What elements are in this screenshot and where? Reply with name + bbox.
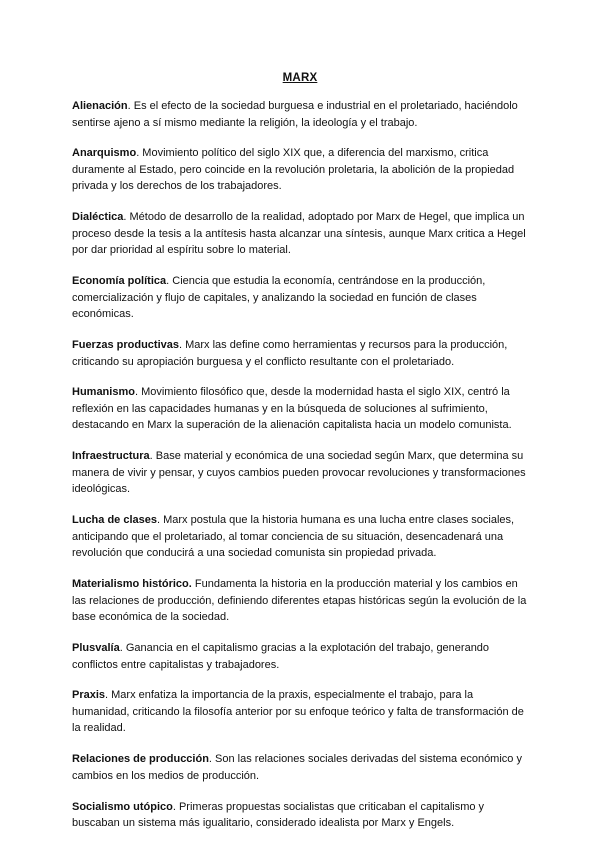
entry-term: Economía política [72,275,167,288]
glossary-entry-anarquismo [72,145,532,195]
entry-definition: . Movimiento político del siglo XIX que, a diferencia del marxismo, critica duramente al Estado, pero coincide en la revolución proletaria, la abolición de la propiedad privada y los derechos de los trabajadores. [72,147,515,193]
entry-definition: . Marx las define como herramientas y recursos para la producción, criticando su apropiación burguesa y el conflicto resultante con el proletariado. [72,339,508,368]
entry-definition: . Primeras propuestas socialistas que criticaban el capitalismo y buscaban un sistema más igualitario, considerado idealista por Marx y Engels. [72,800,485,830]
glossary-entry-fuerzas-productivas [72,337,532,370]
glossary-entry-infraestructura [72,448,532,498]
glossary-list [72,98,532,846]
entry-term: Humanismo [72,386,135,399]
entry-term: Infraestructura [72,450,150,463]
entry-definition: . Base material y económica de una sociedad según Marx, que determina su manera de vivir y pensar, y cuyos cambios pueden provocar revoluciones y transformaciones ideológicas. [72,450,526,496]
entry-term: Praxis [72,689,106,702]
glossary-entry-materialismo-historico [72,576,532,626]
glossary-entry-relaciones-de-produccion [72,751,532,784]
entry-definition: . Marx postula que la historia humana es una lucha entre clases sociales, anticipando que el proletariado, al tomar conciencia de su situación, desencadenará una revolución que conducirá a una sociedad comunista sin propiedad privada. [72,514,515,560]
entry-definition: . Marx enfatiza la importancia de la praxis, especialmente el trabajo, para la humanidad, criticando la filosofía anterior por su enfoque teórico y falta de transformación de la realidad. [72,689,524,735]
glossary-entry-plusvalia [72,640,532,673]
glossary-entry-praxis [72,687,532,737]
entry-definition: . Movimiento filosófico que, desde la modernidad hasta el siglo XIX, centró la reflexión en las capacidades humanas y en la búsqueda de soluciones al sufrimiento, destacando en Marx la superación de la alienación capitalista hacia un modelo comunista. [72,386,512,432]
entry-definition: . Método de desarrollo de la realidad, adoptado por Marx de Hegel, que implica un proceso desde la tesis a la antítesis hasta alcanzar una síntesis, aunque Marx critica a Hegel por dar prioridad al espíritu sobre lo material. [72,211,526,257]
entry-term: Anarquismo [72,147,137,160]
entry-term: Fuerzas productivas [72,339,179,352]
entry-term: Dialéctica [72,211,124,224]
glossary-entry-alienacion [72,98,532,131]
document-title: MARX [282,72,318,84]
entry-term: Relaciones de producción [72,753,209,766]
entry-term: Lucha de clases [72,514,157,527]
glossary-entry-economia-politica [72,273,532,323]
glossary-entry-socialismo-utopico [72,799,532,832]
glossary-entry-humanismo [72,384,532,434]
entry-definition: . Son las relaciones sociales derivadas del sistema económico y cambios en los medios de producción. [72,753,522,782]
entry-term: Materialismo histórico. [72,578,192,591]
entry-definition: . Ciencia que estudia la economía, centrándose en la producción, comercialización y flujo de capitales, y analizando la sociedad en función de clases económicas. [72,275,486,321]
entry-definition: . Es el efecto de la sociedad burguesa e industrial en el proletariado, haciéndolo sentirse ajeno a sí mismo mediante la religión, la ideología y el trabajo. [72,100,518,129]
glossary-entry-lucha-de-clases [72,512,532,562]
entry-term: Alienación [72,100,128,112]
entry-definition: Fundamenta la historia en la producción material y los cambios en las relaciones de producción, definiendo diferentes etapas históricas según la evolución de la base económica de la sociedad. [72,578,527,624]
glossary-entry-dialectica [72,209,532,259]
entry-term: Socialismo utópico [72,800,173,813]
entry-definition: . Ganancia en el capitalismo gracias a la explotación del trabajo, generando conflictos entre capitalistas y trabajadores. [72,642,490,671]
entry-term: Plusvalía [72,642,120,655]
